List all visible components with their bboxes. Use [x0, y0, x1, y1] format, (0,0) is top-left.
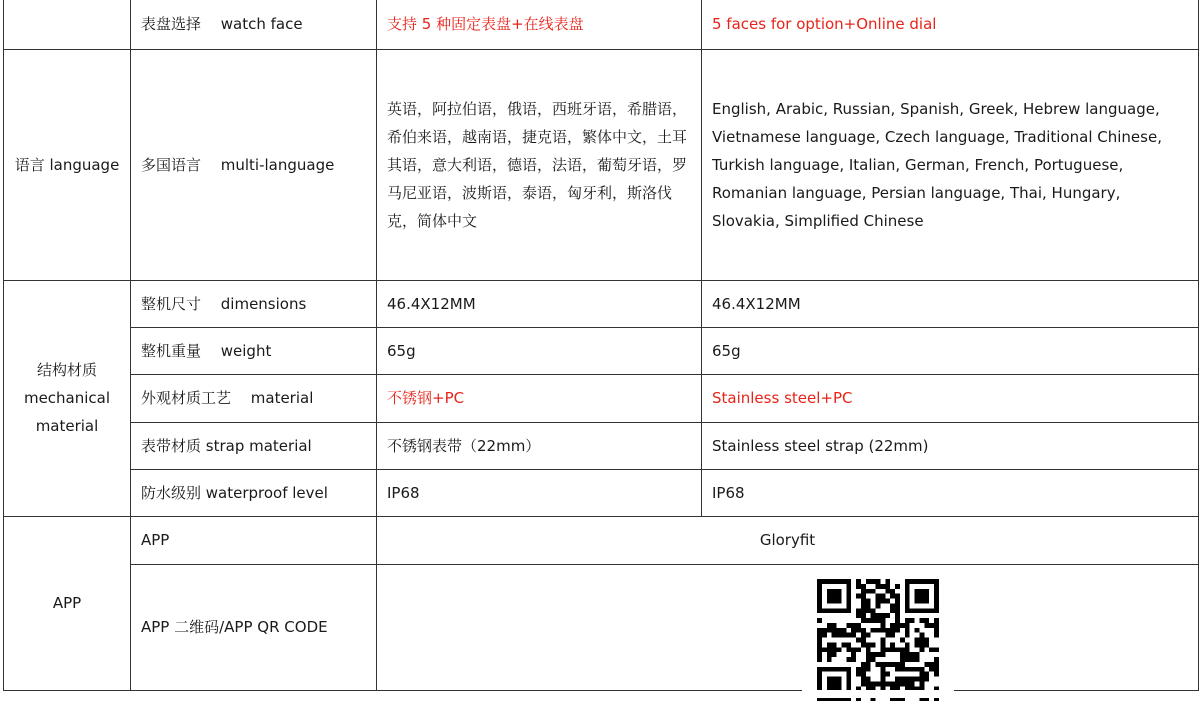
app-value: Gloryfit: [377, 516, 1199, 564]
strap-cn-value: 不锈钢表带（22mm）: [377, 422, 702, 469]
waterproof-cn-value: IP68: [377, 469, 702, 516]
row-qr: [4, 564, 1199, 690]
app-label: APP: [131, 516, 377, 564]
weight-label: 整机重量 weight: [131, 327, 377, 374]
row-dimensions: [4, 280, 1199, 327]
dimensions-label: 整机尺寸 dimensions: [131, 280, 377, 327]
mechanical-category-cn: 结构材质: [36, 361, 97, 379]
material-label: 外观材质工艺 material: [131, 374, 377, 422]
qr-cell: [377, 564, 1199, 690]
row-strap: [4, 422, 1199, 469]
category-cell-empty: [4, 0, 131, 49]
language-category: 语言 language: [4, 49, 131, 280]
weight-cn-value: 65g: [377, 327, 702, 374]
qr-code-image: [817, 579, 939, 701]
watch-face-en-value: 5 faces for option+Online dial: [702, 0, 1199, 49]
spec-table: [3, 0, 1199, 691]
dimensions-en-value: 46.4X12MM: [702, 280, 1199, 327]
row-material: [4, 374, 1199, 422]
language-en-value: English, Arabic, Russian, Spanish, Greek, Hebrew language, Vietnamese language, Czech language, Traditional Chinese, Turkish language, Italian, German, French, Portuguese, Romanian language, Persian language, Thai, Hungary, Slovakia, Simplified Chinese: [702, 49, 1199, 280]
row-language: [4, 49, 1199, 280]
dimensions-cn-value: 46.4X12MM: [377, 280, 702, 327]
strap-label: 表带材质 strap material: [131, 422, 377, 469]
material-en-value: Stainless steel+PC: [702, 374, 1199, 422]
weight-en-value: 65g: [702, 327, 1199, 374]
row-watch-face: [4, 0, 1199, 49]
language-cn-value: 英语，阿拉伯语，俄语，西班牙语，希腊语，希伯来语，越南语，捷克语，繁体中文，土耳其语，意大利语，德语，法语，葡萄牙语，罗马尼亚语，波斯语，泰语，匈牙利，斯洛伐克，简体中文: [377, 49, 702, 280]
mechanical-category: [4, 280, 131, 516]
material-cn-value: 不锈钢+PC: [377, 374, 702, 422]
waterproof-en-value: IP68: [702, 469, 1199, 516]
watch-face-cn-value: 支持 5 种固定表盘+在线表盘: [377, 0, 702, 49]
mechanical-category-en1: mechanical: [23, 389, 111, 407]
qr-label: APP 二维码/APP QR CODE: [131, 564, 377, 690]
row-weight: [4, 327, 1199, 374]
mechanical-category-en2: material: [35, 417, 99, 435]
app-category: APP: [4, 516, 131, 690]
language-label: 多国语言 multi-language: [131, 49, 377, 280]
watch-face-label: 表盘选择 watch face: [131, 0, 377, 49]
row-app: [4, 516, 1199, 564]
row-waterproof: [4, 469, 1199, 516]
waterproof-label: 防水级别 waterproof level: [131, 469, 377, 516]
qr-bottom-gap: [802, 690, 954, 698]
strap-en-value: Stainless steel strap (22mm): [702, 422, 1199, 469]
